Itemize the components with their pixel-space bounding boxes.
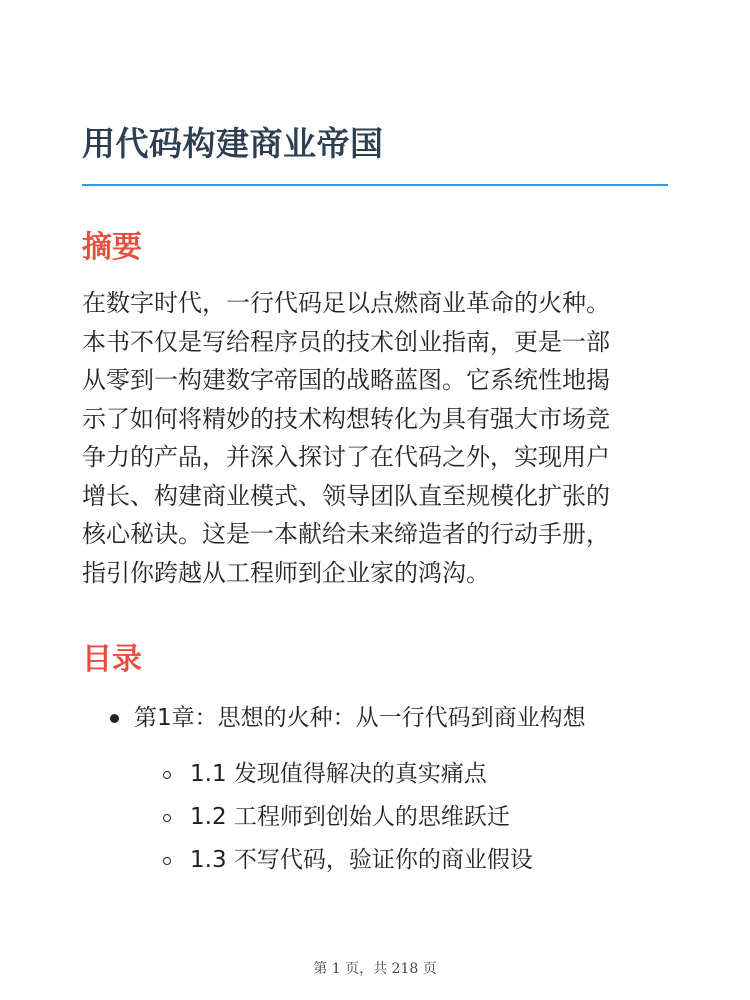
toc-chapter-item: 第1章：思想的火种：从一行代码到商业构想: [134, 705, 586, 731]
toc-section-item: 1.3 不写代码，验证你的商业假设: [190, 847, 533, 873]
toc-section-item: 1.2 工程师到创始人的思维跃迁: [190, 804, 510, 830]
title-divider: [82, 184, 668, 186]
abstract-line: 增长、构建商业模式、领导团队直至规模化扩张的: [82, 481, 610, 510]
circle-bullet-icon: [163, 771, 171, 779]
abstract-line: 示了如何将精妙的技术构想转化为具有强大市场竞: [82, 404, 610, 433]
abstract-line: 从零到一构建数字帝国的战略蓝图。它系统性地揭: [82, 366, 610, 394]
abstract-heading: 摘要: [82, 230, 142, 265]
abstract-line: 指引你跨越从工程师到企业家的鸿沟。: [82, 558, 490, 587]
circle-bullet-icon: [163, 814, 171, 822]
abstract-line: 本书不仅是写给程序员的技术创业指南，更是一部: [82, 327, 610, 356]
abstract-line: 核心秘诀。这是一本献给未来缔造者的行动手册，: [82, 520, 610, 548]
toc-heading: 目录: [82, 642, 142, 677]
abstract-line: 争力的产品，并深入探讨了在代码之外，实现用户: [82, 443, 610, 471]
bullet-icon: [110, 714, 119, 723]
circle-bullet-icon: [163, 857, 171, 865]
toc-section-item: 1.1 发现值得解决的真实痛点: [190, 761, 487, 787]
abstract-line: 在数字时代，一行代码足以点燃商业革命的火种。: [82, 289, 610, 317]
page-footer: 第 1 页，共 218 页: [313, 961, 437, 977]
abstract-paragraph: [82, 284, 674, 592]
book-title: 用代码构建商业帝国: [82, 124, 384, 163]
